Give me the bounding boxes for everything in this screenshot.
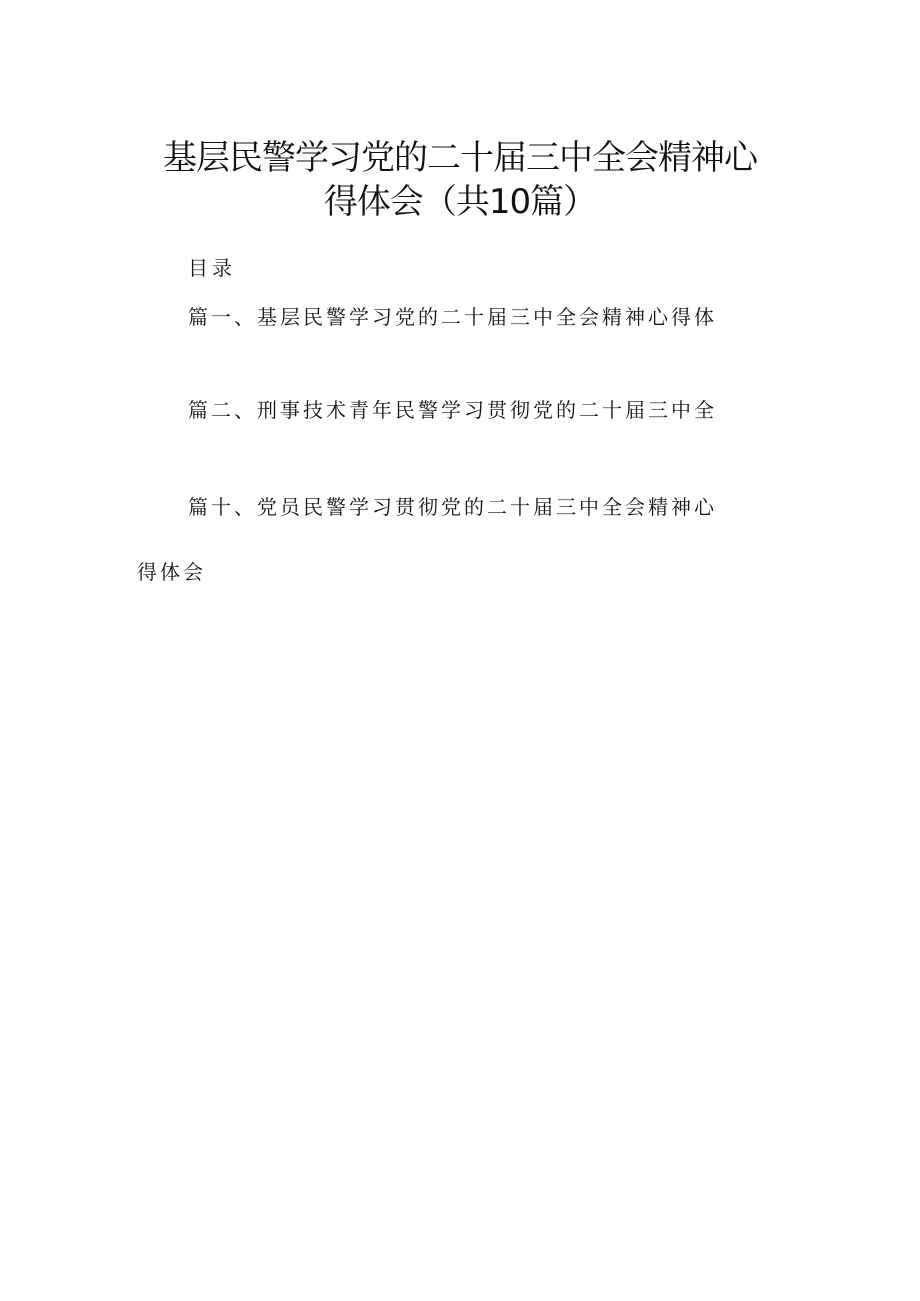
toc-item-2[interactable]: 篇二、刑事技术青年民警学习贯彻党的二十届三中全 bbox=[188, 398, 717, 422]
document-title-line-2: 得体会（共10篇） bbox=[323, 182, 597, 222]
toc-item-10[interactable]: 篇十、党员民警学习贯彻党的二十届三中全会精神心 bbox=[188, 495, 717, 519]
toc-item-10-continuation[interactable]: 得体会 bbox=[137, 560, 206, 584]
toc-heading: 目录 bbox=[188, 256, 236, 280]
toc-item-1[interactable]: 篇一、基层民警学习党的二十届三中全会精神心得体 bbox=[188, 305, 717, 329]
document-title-line-1: 基层民警学习党的二十届三中全会精神心 bbox=[163, 138, 757, 178]
